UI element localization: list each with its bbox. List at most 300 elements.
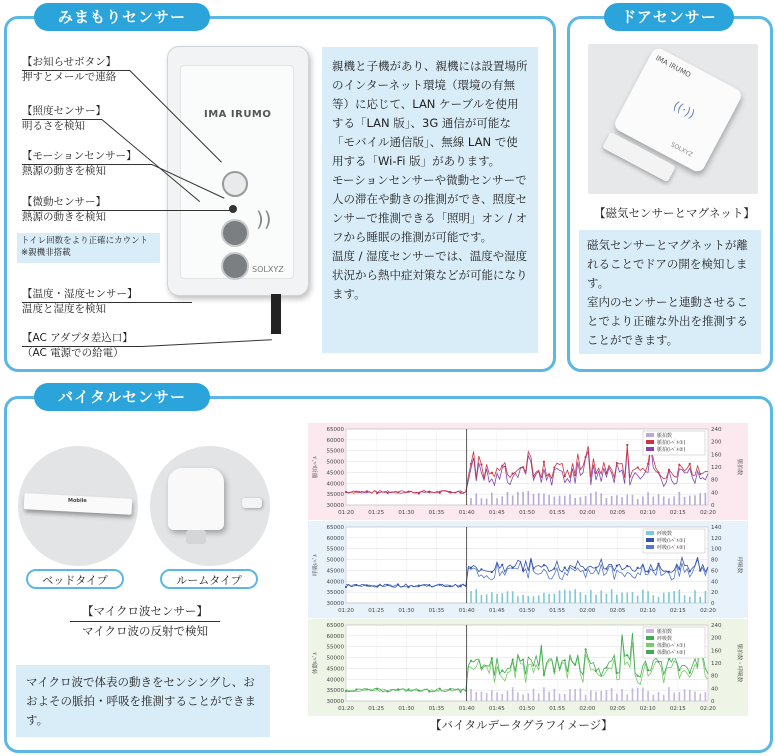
bar — [522, 492, 524, 505]
y-axis-label: 脈拍ﾚﾍﾞﾙ — [313, 455, 319, 479]
y2-tick-label: 100 — [711, 546, 722, 553]
bar — [501, 694, 503, 701]
y2-tick-label: 80 — [711, 557, 718, 564]
x-tick-label: 01:25 — [368, 510, 385, 516]
bar — [694, 495, 696, 505]
bar — [569, 495, 571, 505]
bar — [548, 594, 550, 603]
bar — [507, 492, 509, 505]
data-point — [605, 472, 607, 474]
data-point — [637, 567, 639, 569]
leader-line — [22, 164, 152, 165]
data-point — [407, 688, 409, 690]
x-tick-label: 02:00 — [579, 510, 596, 516]
data-point — [491, 571, 493, 573]
bar — [528, 491, 530, 505]
data-point — [522, 466, 524, 468]
data-point — [459, 691, 461, 693]
bar — [580, 688, 582, 701]
data-point — [668, 469, 670, 471]
bar — [626, 694, 628, 701]
y-tick-label: 45000 — [326, 470, 344, 477]
bar — [501, 593, 503, 603]
bar — [642, 497, 644, 505]
data-point — [459, 492, 461, 494]
legend-swatch — [646, 650, 654, 654]
bar — [481, 498, 483, 505]
y2-tick-label: 80 — [711, 477, 718, 484]
bar — [496, 594, 498, 603]
illuminance-sensor-icon — [229, 205, 237, 213]
bar — [517, 596, 519, 603]
bar — [517, 492, 519, 505]
data-point — [616, 672, 618, 674]
legend-swatch — [646, 447, 654, 451]
mimamori-title: みまもりセンサー — [34, 3, 210, 31]
y2-tick-label: 240 — [711, 623, 722, 629]
x-tick-label: 01:50 — [519, 608, 535, 614]
data-point — [543, 674, 545, 676]
bar — [642, 688, 644, 701]
x-tick-label: 02:10 — [639, 510, 656, 516]
bar — [673, 693, 675, 701]
bar — [616, 495, 618, 505]
data-point — [689, 463, 691, 465]
bar — [606, 690, 608, 701]
data-point — [637, 466, 639, 468]
legend-label: 体動(ﾚﾍﾞﾙ②) — [657, 650, 686, 656]
data-point — [439, 688, 441, 690]
bar — [475, 589, 477, 603]
bar — [658, 494, 660, 505]
bed-type-label: ベッドタイプ — [26, 569, 124, 589]
data-point — [418, 492, 420, 494]
data-point — [543, 461, 545, 463]
data-point — [449, 585, 451, 587]
data-point — [387, 492, 389, 494]
bar — [621, 497, 623, 505]
legend-swatch — [646, 531, 654, 535]
data-point — [345, 690, 347, 692]
legend-swatch — [646, 629, 654, 633]
data-point — [439, 492, 441, 494]
data-point — [366, 584, 368, 586]
bar — [496, 692, 498, 701]
data-point — [355, 491, 357, 493]
x-tick-label: 02:15 — [669, 706, 686, 712]
bar — [548, 495, 550, 505]
bar — [699, 493, 701, 505]
x-tick-label: 01:30 — [398, 510, 415, 516]
bar — [632, 495, 634, 505]
data-point — [532, 664, 534, 666]
bar — [543, 494, 545, 505]
x-tick-label: 02:05 — [609, 608, 626, 614]
data-point — [626, 565, 628, 567]
bar — [606, 498, 608, 505]
legend-label: 体動(ﾚﾍﾞﾙ①) — [657, 643, 686, 649]
y-tick-label: 45000 — [326, 666, 344, 673]
y-tick-label: 65000 — [326, 525, 344, 531]
bar — [668, 498, 670, 505]
pulse-chart — [308, 423, 748, 520]
bar — [559, 496, 561, 505]
x-tick-label: 01:45 — [488, 608, 505, 614]
legend-label: 脈拍(ﾚﾍﾞﾙ①) — [657, 440, 686, 446]
data-point — [501, 670, 503, 672]
microwave-sensor-label: 【マイクロ波センサー】 マイクロ波の反射で検知 — [70, 602, 220, 641]
data-point — [355, 688, 357, 690]
bar — [705, 591, 707, 603]
legend-label: 脈拍数 — [657, 629, 673, 635]
legend-label: 呼吸(ﾚﾍﾞﾙ②) — [657, 545, 686, 551]
data-point — [574, 474, 576, 476]
bar — [569, 689, 571, 701]
data-point — [678, 568, 680, 570]
temp-humidity-label: 【温度・湿度センサー】 温度と湿度を検知 — [22, 288, 138, 315]
legend-swatch — [646, 433, 654, 437]
bar — [486, 693, 488, 701]
bar — [590, 690, 592, 701]
data-point — [699, 569, 701, 571]
data-point — [397, 688, 399, 690]
bar — [574, 589, 576, 603]
bar — [554, 497, 556, 505]
bar — [538, 493, 540, 505]
bar — [689, 597, 691, 603]
bar — [637, 688, 639, 701]
y2-tick-label: 0 — [711, 699, 715, 705]
bar — [528, 596, 530, 603]
wave-icon: ((·)) — [670, 98, 698, 122]
x-tick-label: 02:05 — [609, 706, 626, 712]
bar — [637, 499, 639, 505]
bar — [653, 695, 655, 701]
bar — [684, 497, 686, 505]
bar — [684, 689, 686, 701]
data-point — [584, 456, 586, 458]
data-point — [470, 567, 472, 569]
bar — [621, 689, 623, 701]
bar — [533, 494, 535, 505]
illuminance-label: 【照度センサー】 明るさを検知 — [22, 105, 106, 132]
data-point — [345, 586, 347, 588]
notify-button-label: 【お知らせボタン】 押すとメールで連絡 — [22, 56, 117, 83]
y-tick-label: 60000 — [326, 437, 344, 444]
data-point — [647, 669, 649, 671]
bar — [585, 496, 587, 505]
bar — [679, 492, 681, 505]
data-point — [366, 688, 368, 690]
x-tick-label: 01:30 — [398, 608, 415, 614]
x-tick-label: 01:55 — [549, 510, 566, 516]
data-point — [418, 689, 420, 691]
bar — [481, 692, 483, 701]
y2-tick-label: 40 — [711, 490, 718, 497]
mimamori-device — [167, 46, 309, 296]
bar — [569, 591, 571, 603]
data-point — [491, 657, 493, 659]
data-point — [522, 659, 524, 661]
door-brand: IMA IRUMO — [654, 54, 693, 80]
data-point — [512, 659, 514, 661]
data-point — [355, 584, 357, 586]
y-tick-label: 35000 — [326, 492, 344, 499]
data-point — [584, 569, 586, 571]
respiration-chart — [308, 521, 748, 618]
data-point — [574, 664, 576, 666]
bar — [606, 594, 608, 603]
bar — [512, 591, 514, 603]
y2-axis-label: 呼吸数 — [736, 556, 742, 574]
data-point — [459, 585, 461, 587]
bar — [512, 495, 514, 505]
data-point — [470, 463, 472, 465]
bar — [600, 493, 602, 505]
x-tick-label: 01:20 — [338, 510, 354, 516]
data-point — [470, 660, 472, 662]
bar — [632, 592, 634, 603]
data-point — [480, 667, 482, 669]
data-point — [595, 567, 597, 569]
x-tick-label: 02:10 — [639, 706, 656, 712]
bar — [564, 694, 566, 701]
motion-sensor-icon — [221, 219, 249, 247]
data-point — [376, 492, 378, 494]
data-point — [616, 462, 618, 464]
x-tick-label: 01:45 — [488, 706, 505, 712]
y2-tick-label: 160 — [711, 452, 722, 459]
data-point — [449, 491, 451, 493]
y2-tick-label: 120 — [711, 465, 722, 471]
room-sensor-image — [150, 446, 270, 566]
y2-tick-label: 40 — [711, 579, 718, 586]
bar — [668, 687, 670, 701]
x-tick-label: 01:35 — [428, 510, 445, 516]
bed-brand: Mobile — [68, 498, 87, 504]
data-point — [387, 690, 389, 692]
bar — [559, 590, 561, 603]
bar — [538, 595, 540, 603]
x-tick-label: 01:40 — [458, 706, 475, 712]
y2-tick-label: 240 — [711, 427, 722, 433]
bar — [600, 590, 602, 603]
bar — [668, 592, 670, 603]
data-point — [553, 568, 555, 570]
bar — [647, 691, 649, 701]
chart-caption: 【バイタルデータグラフイメージ】 — [430, 718, 613, 732]
y-tick-label: 65000 — [326, 623, 344, 629]
data-point — [407, 586, 409, 588]
data-point — [647, 570, 649, 572]
data-point — [428, 584, 430, 586]
notify-button-icon[interactable] — [222, 171, 248, 197]
data-point — [564, 566, 566, 568]
leader-line — [22, 210, 230, 211]
legend-swatch — [646, 643, 654, 647]
bar — [517, 692, 519, 701]
bar — [684, 595, 686, 603]
bar — [679, 692, 681, 701]
data-point — [512, 567, 514, 569]
data-point — [699, 473, 701, 475]
y2-tick-label: 200 — [711, 635, 722, 642]
y2-tick-label: 120 — [711, 535, 722, 542]
microvibration-sensor-icon — [221, 252, 249, 280]
y-tick-label: 30000 — [326, 601, 344, 607]
bar — [694, 590, 696, 603]
y-tick-label: 40000 — [326, 579, 344, 586]
y2-tick-label: 20 — [711, 590, 718, 597]
bar — [689, 496, 691, 505]
bar — [470, 498, 472, 505]
data-point — [480, 568, 482, 570]
bar — [621, 593, 623, 603]
leader-line — [22, 302, 192, 303]
bar — [611, 589, 613, 603]
y2-tick-label: 160 — [711, 648, 722, 655]
data-point — [626, 654, 628, 656]
bar — [528, 693, 530, 701]
microvibration-label: 【微動センサー】 熱源の動きを検知 — [22, 196, 106, 223]
y2-tick-label: 80 — [711, 673, 718, 680]
data-point — [553, 670, 555, 672]
bar — [470, 591, 472, 603]
data-point — [532, 567, 534, 569]
y-tick-label: 30000 — [326, 503, 344, 509]
leader-line — [22, 70, 130, 71]
legend-label: 脈拍数 — [657, 433, 673, 439]
bar — [653, 497, 655, 505]
legend-swatch — [646, 545, 654, 549]
bar — [554, 689, 556, 701]
legend-swatch — [646, 538, 654, 542]
y-tick-label: 55000 — [326, 644, 344, 651]
x-tick-label: 01:35 — [428, 608, 445, 614]
bar — [642, 590, 644, 603]
device-maker: SOLXYZ — [252, 265, 284, 274]
bar — [522, 694, 524, 701]
y-axis-label: 体動ﾚﾍﾞﾙ — [313, 651, 319, 675]
y-tick-label: 60000 — [326, 633, 344, 640]
bar — [653, 595, 655, 603]
data-point — [439, 584, 441, 586]
data-point — [605, 568, 607, 570]
device-brand: IMA IRUMO — [204, 109, 272, 120]
data-point — [616, 565, 618, 567]
vital-title: バイタルセンサー — [34, 383, 210, 411]
data-point — [428, 690, 430, 692]
ac-port-icon — [271, 294, 281, 334]
y2-tick-label: 60 — [711, 568, 718, 575]
x-tick-label: 01:25 — [368, 706, 385, 712]
bar — [533, 596, 535, 603]
bar — [554, 594, 556, 603]
room-sensor-body — [168, 468, 224, 530]
bar — [543, 687, 545, 701]
bar — [481, 595, 483, 603]
data-point — [574, 567, 576, 569]
data-point — [595, 472, 597, 474]
bar — [501, 496, 503, 505]
y2-tick-label: 200 — [711, 439, 722, 446]
legend-label: 呼吸数 — [657, 531, 673, 537]
data-point — [397, 583, 399, 585]
leader-line — [22, 119, 102, 120]
door-title: ドアセンサー — [604, 3, 734, 31]
bar — [475, 692, 477, 701]
data-point — [449, 688, 451, 690]
bar — [522, 595, 524, 603]
bar — [705, 493, 707, 505]
y-tick-label: 35000 — [326, 688, 344, 695]
bar — [590, 590, 592, 603]
x-tick-label: 01:50 — [519, 510, 535, 516]
door-caption: 【磁気センサーとマグネット】 — [594, 206, 755, 220]
bed-sensor-image — [18, 446, 138, 566]
data-point — [376, 688, 378, 690]
bar — [663, 695, 665, 701]
bar — [595, 692, 597, 701]
bar — [658, 692, 660, 701]
door-sensor-image — [588, 44, 758, 194]
bar — [689, 690, 691, 701]
x-tick-label: 01:40 — [458, 510, 475, 516]
x-tick-label: 01:55 — [549, 608, 566, 614]
bar — [475, 493, 477, 505]
data-point — [689, 570, 691, 572]
bar — [673, 496, 675, 505]
y-tick-label: 65000 — [326, 427, 344, 433]
x-tick-label: 02:20 — [700, 706, 716, 712]
x-tick-label: 01:25 — [368, 608, 385, 614]
y2-axis-label: 脈拍数 — [736, 458, 742, 476]
bar — [611, 496, 613, 505]
bar — [611, 688, 613, 701]
legend-label: 呼吸数 — [657, 636, 673, 642]
bar — [491, 493, 493, 505]
y-tick-label: 60000 — [326, 535, 344, 542]
data-point — [647, 463, 649, 465]
y2-tick-label: 0 — [711, 601, 715, 607]
data-point — [584, 648, 586, 650]
x-tick-label: 01:35 — [428, 706, 445, 712]
data-point — [512, 473, 514, 475]
data-point — [491, 472, 493, 474]
data-point — [387, 584, 389, 586]
bar — [564, 590, 566, 603]
bar — [673, 591, 675, 603]
bar — [626, 593, 628, 603]
room-sensor-plug — [242, 498, 262, 508]
room-sensor-stand — [186, 530, 206, 544]
y-tick-label: 50000 — [326, 459, 344, 466]
leader-line — [22, 346, 142, 347]
x-tick-label: 01:55 — [549, 706, 566, 712]
bed-sensor-body — [24, 493, 133, 515]
bar — [632, 688, 634, 701]
bar — [580, 497, 582, 505]
data-point — [532, 475, 534, 477]
toilet-note: トイレ回数をより正確にカウント ※親機非搭載 — [17, 233, 160, 263]
data-point — [553, 466, 555, 468]
data-point — [376, 585, 378, 587]
bar — [580, 592, 582, 603]
bar — [663, 593, 665, 603]
x-tick-label: 01:50 — [519, 706, 535, 712]
x-tick-label: 02:15 — [669, 608, 686, 614]
bar — [626, 495, 628, 505]
